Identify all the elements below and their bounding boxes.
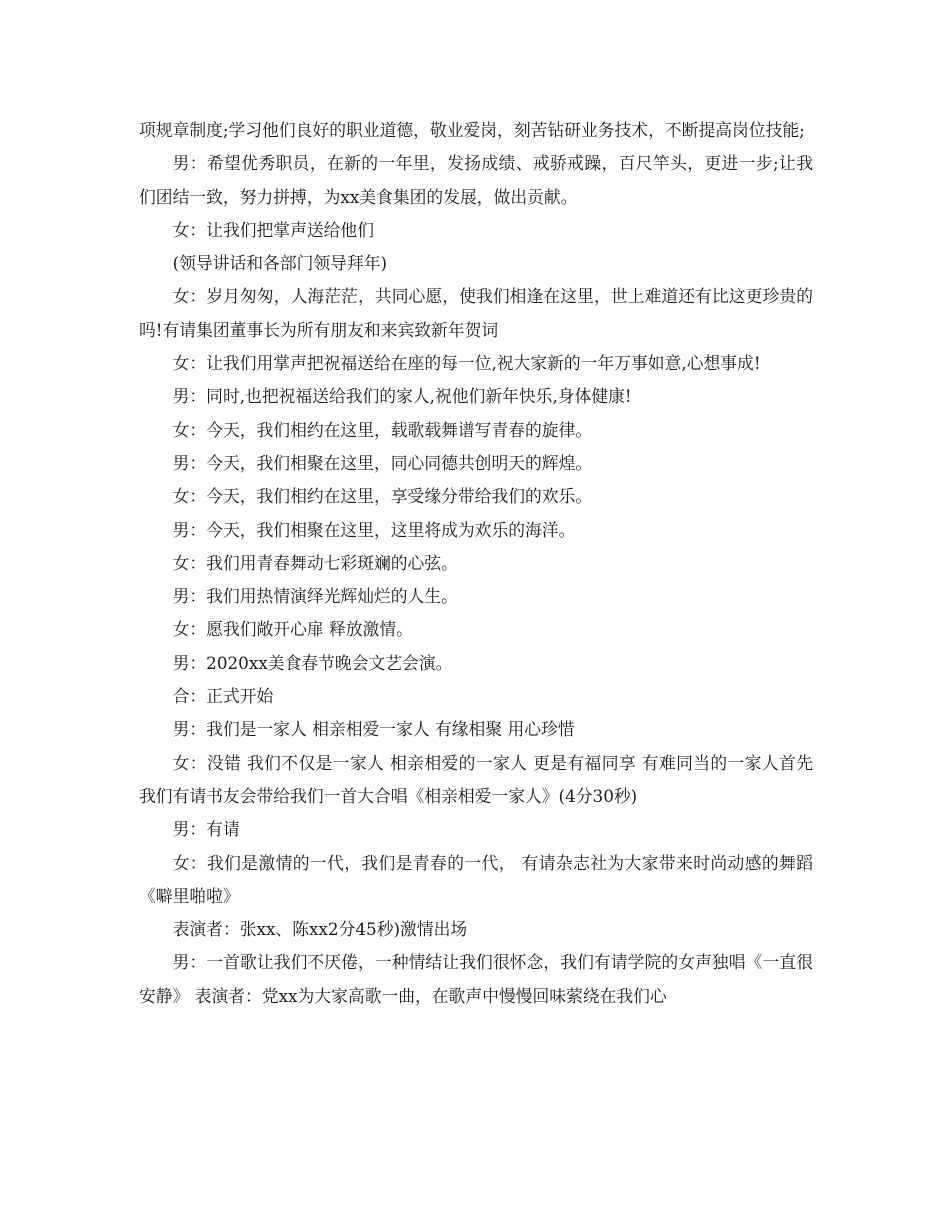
paragraph: 表演者：张xx、陈xx2分45秒)激情出场 [172, 919, 468, 940]
paragraph: 女：岁月匆匆，人海茫茫，共同心愿，使我们相逢在这里，世上难道还有比这更珍贵的吗!有请集团董事长为所有朋友和来宾致新年贺词 [139, 286, 813, 340]
paragraph: 女：我们用青春舞动七彩斑斓的心弦。 [172, 552, 458, 573]
paragraph: 女：没错 我们不仅是一家人 相亲相爱的一家人 更是有福同享 有难同当的一家人首先我们有请书友会带给我们一首大合唱《相亲相爱一家人》(4分30秒) [139, 752, 813, 806]
paragraph: 男：今天，我们相聚在这里，这里将成为欢乐的海洋。 [172, 519, 576, 540]
paragraph: 男：我们是一家人 相亲相爱一家人 有缘相聚 用心珍惜 [172, 719, 575, 740]
paragraph: 女：让我们用掌声把祝福送给在座的每一位,祝大家新的一年万事如意,心想事成! [172, 353, 761, 374]
paragraph: (领导讲话和各部门领导拜年) [172, 253, 388, 274]
paragraph: 女：今天，我们相约在这里，载歌载舞谱写青春的旋律。 [172, 419, 593, 440]
paragraph: 男：同时,也把祝福送给我们的家人,祝他们新年快乐,身体健康! [172, 386, 632, 407]
paragraph: 男：我们用热情演绎光辉灿烂的人生。 [172, 586, 458, 607]
paragraph: 男：一首歌让我们不厌倦，一种情结让我们很怀念，我们有请学院的女声独唱《一直很安静》 表演者：党xx为大家高歌一曲，在歌声中慢慢回味萦绕在我们心 [139, 952, 813, 1006]
paragraph: 项规章制度;学习他们良好的职业道德，敬业爱岗，刻苦钻研业务技术，不断提高岗位技能; [139, 120, 805, 140]
paragraph: 合：正式开始 [172, 686, 274, 707]
paragraph: 男：希望优秀职员，在新的一年里，发扬成绩、戒骄戒躁，百尺竿头，更进一步;让我们团结一致，努力拼搏，为xx美食集团的发展，做出贡献。 [139, 153, 813, 207]
paragraph: 女：我们是激情的一代，我们是青春的一代， 有请杂志社为大家带来时尚动感的舞蹈《噼里啪啦》 [139, 852, 813, 906]
paragraph: 男：2020xx美食春节晚会文艺会演。 [172, 652, 453, 673]
paragraph: 女：今天，我们相约在这里，享受缘分带给我们的欢乐。 [172, 486, 593, 507]
paragraph: 女：让我们把掌声送给他们 [172, 219, 374, 240]
document-body [139, 114, 813, 1013]
paragraph: 女：愿我们敞开心扉 释放激情。 [172, 619, 413, 640]
paragraph: 男：有请 [172, 819, 240, 840]
paragraph: 男：今天，我们相聚在这里，同心同德共创明天的辉煌。 [172, 452, 593, 473]
